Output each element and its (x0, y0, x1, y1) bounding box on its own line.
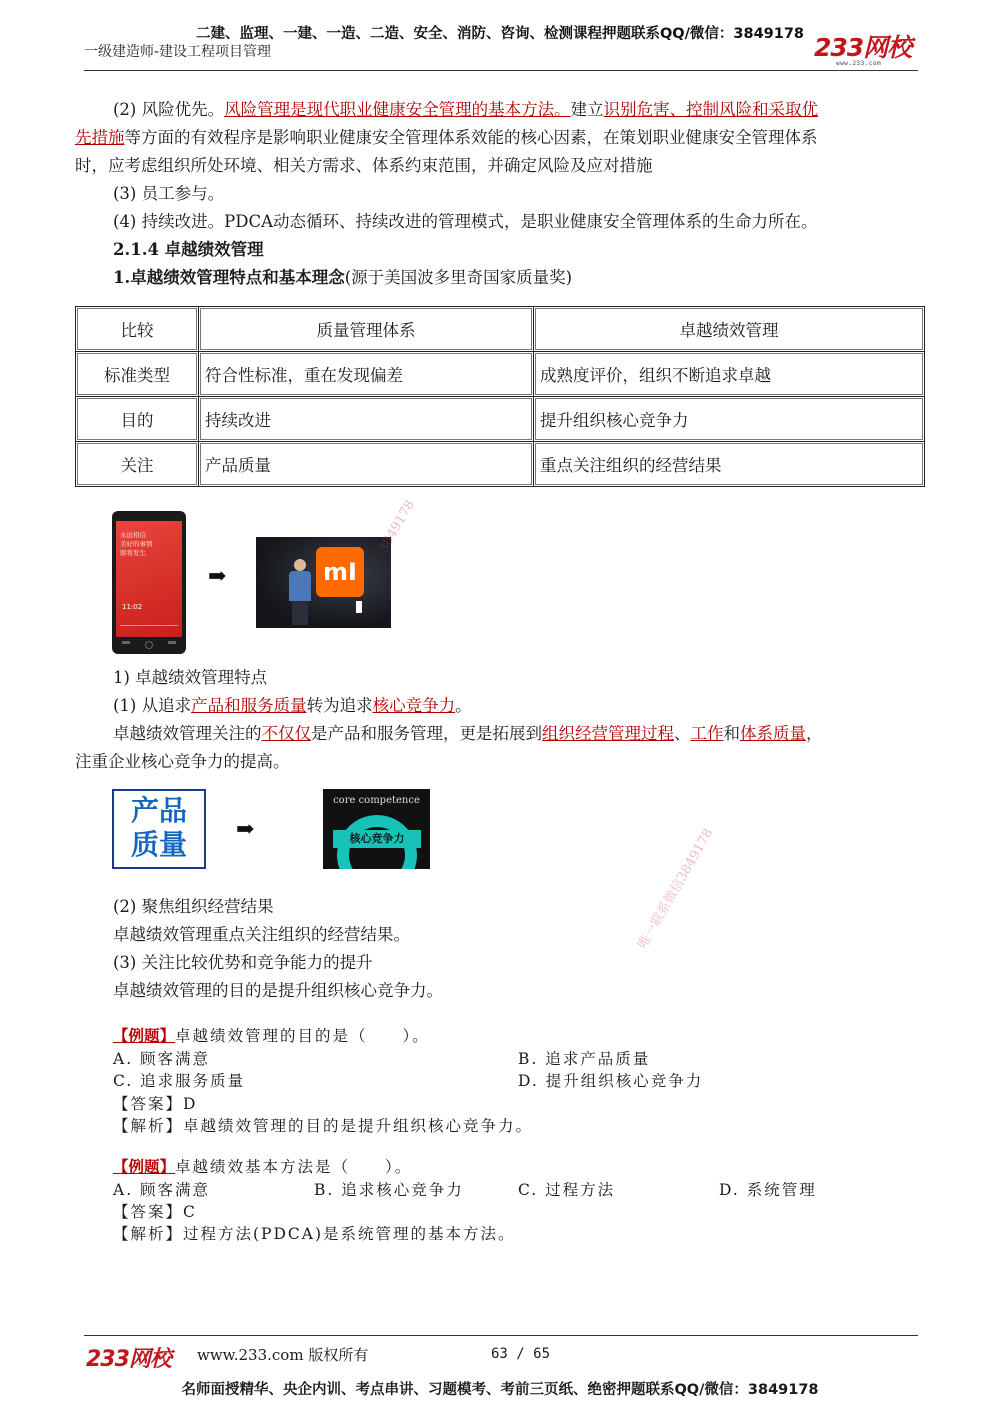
feature-item-1-desc: 卓越绩效管理关注的不仅仅是产品和服务管理，更是拓展到组织经营管理过程、工作和体系质量， (113, 724, 823, 743)
table-cell: 符合性标准，重在发现偏差 (199, 352, 534, 397)
phone-image (112, 511, 186, 654)
header-logo-text: 233网校 (814, 33, 912, 62)
core-competence-title: core competence (333, 795, 420, 806)
subsection-heading: 1.卓越绩效管理特点和基本理念(源于美国波多里奇国家质量奖) (113, 268, 573, 287)
example-answer: 【答案】D (113, 1095, 198, 1113)
option-d: D. 提升组织核心竞争力 (518, 1072, 704, 1090)
table-header-cell: 质量管理体系 (199, 307, 534, 352)
option-a: A. 顾客满意 (113, 1181, 211, 1199)
feature-item-2: (2) 聚焦组织经营结果 (113, 897, 274, 916)
option-c: C. 追求服务质量 (113, 1072, 246, 1090)
header-logo (814, 28, 911, 67)
watermark: 3849178 (376, 497, 418, 556)
page-number: 63 / 65 (491, 1346, 551, 1362)
option-b: B. 追求产品质量 (518, 1050, 651, 1068)
paragraph-risk-priority-cont: 先措施等方面的有效程序是影响职业健康安全管理体系效能的核心因素，在策划职业健康安全管理体系 (75, 128, 818, 147)
footer-promo: 名师面授精华、央企内训、考点串讲、习题模考、考前三页纸、绝密押题联系QQ/微信：3849178 (181, 1382, 819, 1398)
example-analysis: 【解析】卓越绩效管理的目的是提升组织核心竞争力。 (113, 1117, 534, 1135)
paragraph-employee: (3) 员工参与。 (113, 184, 225, 203)
table-header-cell: 卓越绩效管理 (534, 307, 925, 352)
back-icon (168, 641, 176, 644)
feature-item-2-desc: 卓越绩效管理重点关注组织的经营结果。 (113, 925, 410, 944)
table-header-cell: 比较 (76, 307, 199, 352)
option-b: B. 追求核心竞争力 (314, 1181, 464, 1199)
table-cell: 标准类型 (76, 352, 199, 397)
feature-item-3: (3) 关注比较优势和竞争能力的提升 (113, 953, 373, 972)
speaker-shirt (289, 571, 311, 601)
option-a: A. 顾客满意 (113, 1050, 211, 1068)
mi-logo: mI (316, 547, 364, 597)
product-quality-image (112, 789, 206, 869)
example-analysis: 【解析】过程方法(PDCA)是系统管理的基本方法。 (113, 1225, 516, 1243)
option-c: C. 过程方法 (518, 1181, 616, 1199)
footer-copyright: www.233.com 版权所有 (197, 1346, 369, 1364)
paragraph-improvement: (4) 持续改进。PDCA动态循环、持续改进的管理模式，是职业健康安全管理体系的生命力所在。 (113, 212, 818, 231)
table-row (76, 352, 925, 397)
table-cell: 持续改进 (199, 397, 534, 442)
table-row (76, 397, 925, 442)
table-cell: 产品质量 (199, 442, 534, 487)
table-header-row (76, 307, 925, 352)
table-cell: 成熟度评价，组织不断追求卓越 (534, 352, 925, 397)
arrow-icon: ➡ (236, 817, 255, 842)
speaker-legs (292, 601, 308, 625)
feature-heading: 1) 卓越绩效管理特点 (113, 668, 268, 687)
arrow-icon: ➡ (208, 564, 227, 589)
stage-light (356, 601, 362, 613)
table-row (76, 442, 925, 487)
table-cell: 提升组织核心竞争力 (534, 397, 925, 442)
example-answer: 【答案】C (113, 1203, 197, 1221)
phone-dock-line (120, 625, 178, 626)
feature-item-1-desc-cont: 注重企业核心竞争力的提高。 (75, 752, 290, 771)
option-d: D. 系统管理 (719, 1181, 817, 1199)
header-course-title: 一级建造师-建设工程项目管理 (84, 44, 272, 60)
watermark: 唯一联系微信3849178 (635, 826, 717, 952)
header-promo: 二建、监理、一建、一造、二造、安全、消防、咨询、检测课程押题联系QQ/微信：3849178 (195, 26, 805, 42)
feature-item-3-desc: 卓越绩效管理的目的是提升组织核心竞争力。 (113, 981, 443, 1000)
home-icon (145, 641, 153, 649)
comparison-table (75, 306, 925, 487)
table-cell: 重点关注组织的经营结果 (534, 442, 925, 487)
mi-stage-image (256, 537, 391, 628)
core-competence-image (323, 789, 430, 869)
phone-nav-buttons (122, 641, 176, 648)
menu-icon (122, 641, 130, 644)
header-rule (84, 70, 918, 71)
product-quality-text: 产品 质量 (130, 794, 187, 861)
example-question-text: 【例题】卓越绩效管理的目的是（ ）。 (113, 1026, 430, 1045)
footer-logo: 233网校 (86, 1347, 171, 1372)
phone-screen-text: 永远相信 美好的事情 即将发生 (120, 531, 153, 557)
speaker-head (294, 559, 306, 571)
footer-rule (84, 1335, 918, 1336)
section-heading: 2.1.4 卓越绩效管理 (113, 240, 264, 259)
table-cell: 关注 (76, 442, 199, 487)
core-competence-label: 核心竞争力 (333, 830, 421, 848)
table-cell: 目的 (76, 397, 199, 442)
header-logo-url: www.233.com (836, 60, 882, 67)
feature-item-1: (1) 从追求产品和服务质量转为追求核心竞争力。 (113, 696, 472, 715)
example-question-text: 【例题】卓越绩效基本方法是（ ）。 (113, 1157, 413, 1176)
paragraph-risk-priority-cont2: 时，应考虑组织所处环境、相关方需求、体系约束范围，并确定风险及应对措施 (75, 156, 653, 175)
paragraph-risk-priority: (2) 风险优先。风险管理是现代职业健康安全管理的基本方法。建立识别危害、控制风险和采取优 (113, 100, 819, 119)
phone-time: 11:02 (122, 603, 143, 611)
